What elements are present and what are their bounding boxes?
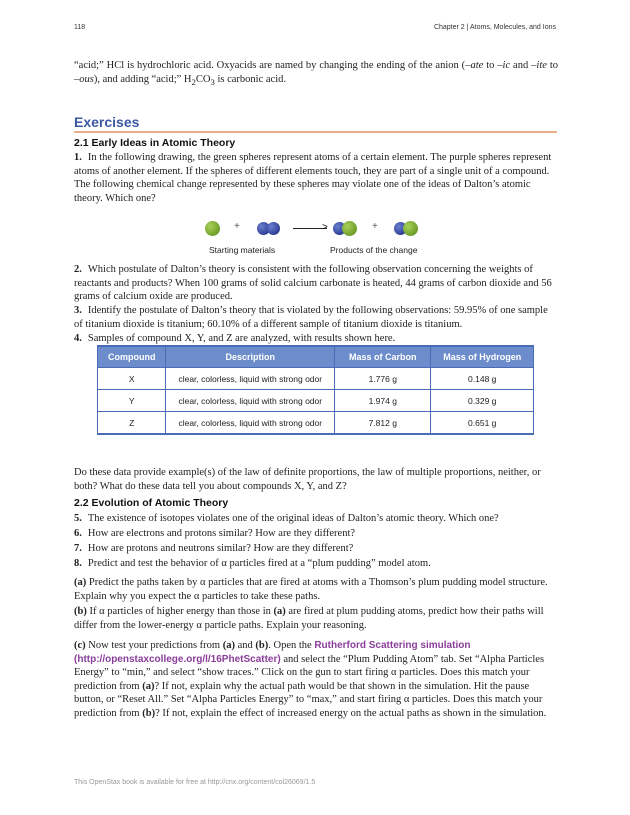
part-label: (c) bbox=[74, 640, 86, 651]
table-cell: Y bbox=[98, 390, 166, 412]
intro-text: CO bbox=[195, 73, 211, 85]
question-number: 8. bbox=[74, 558, 82, 569]
part-label: (b) bbox=[74, 606, 87, 617]
green-sphere-icon bbox=[205, 221, 220, 236]
table-cell: 0.148 g bbox=[431, 368, 534, 390]
exercises-heading: Exercises bbox=[74, 114, 140, 130]
reaction-figure bbox=[205, 220, 430, 244]
column-header: Compound bbox=[98, 346, 166, 368]
question-text: If α particles of higher energy than those in bbox=[86, 606, 274, 617]
suffix-ic: –ic bbox=[497, 60, 511, 71]
caption-starting-materials: Starting materials bbox=[209, 245, 276, 255]
page-header bbox=[74, 24, 556, 36]
question-text: Which postulate of Dalton’s theory is consistent with the following observation concerning the weights of reactants and products? When 100 grams of solid calcium carbonate is heated, 44 grams of carbon dioxide and 56 grams of calcium oxide are produced. bbox=[74, 264, 552, 303]
section-heading-2-2: 2.2 Evolution of Atomic Theory bbox=[74, 497, 229, 509]
table-cell: clear, colorless, liquid with strong odor bbox=[166, 412, 335, 435]
table-row bbox=[98, 412, 534, 435]
question-text: How are electrons and protons similar? How are they different? bbox=[87, 528, 356, 539]
subscript: 2 bbox=[191, 76, 196, 87]
suffix-ite: –ite bbox=[531, 60, 547, 71]
heading-divider bbox=[74, 131, 557, 133]
question-text: Now test your predictions from bbox=[85, 640, 223, 651]
question-text: In the following drawing, the green spheres represent atoms of a certain element. The purple spheres represent atoms of another element. If the spheres of different elements touch, they are part of a single unit of a compound. The following chemical change represented by these spheres may violate one of the ideas of Dalton’s atomic theory. Which one? bbox=[74, 152, 552, 204]
table-cell: clear, colorless, liquid with strong odor bbox=[166, 390, 335, 412]
table-cell: 0.651 g bbox=[431, 412, 534, 435]
question-2 bbox=[74, 263, 558, 304]
question-number: 2. bbox=[74, 264, 82, 275]
purple-sphere-icon bbox=[267, 222, 280, 235]
table-cell: 1.974 g bbox=[335, 390, 431, 412]
green-sphere-icon bbox=[403, 221, 418, 236]
question-4-followup: Do these data provide example(s) of the law of definite proportions, the law of multiple proportions, neither, or both? What do these data tell you about compounds X, Y, and Z? bbox=[74, 467, 541, 492]
intro-text: “acid;” HCl is hydrochloric acid. Oxyacids are named by changing the ending of the anion ( bbox=[74, 60, 466, 71]
table-row bbox=[98, 368, 534, 390]
question-text: ? If not, explain the effect of increased energy on the actual paths as shown in the simulation. bbox=[155, 707, 547, 719]
question-number: 6. bbox=[74, 528, 82, 539]
table-cell: X bbox=[98, 368, 166, 390]
chapter-title: Chapter 2 | Atoms, Molecules, and Ions bbox=[433, 24, 556, 31]
question-number: 7. bbox=[74, 543, 82, 554]
table-header-row bbox=[98, 346, 534, 368]
column-header: Mass of Carbon bbox=[335, 346, 431, 368]
table-cell: Z bbox=[98, 412, 166, 435]
part-reference: (a) bbox=[222, 640, 235, 651]
column-header: Mass of Hydrogen bbox=[431, 346, 534, 368]
suffix-ous: –ous bbox=[74, 73, 94, 85]
intro-text: to bbox=[483, 60, 498, 71]
question-3 bbox=[74, 304, 558, 331]
table-cell: 1.776 g bbox=[335, 368, 431, 390]
part-label: (a) bbox=[74, 577, 87, 588]
table-cell: clear, colorless, liquid with strong odor bbox=[166, 368, 335, 390]
column-header: Description bbox=[166, 346, 335, 368]
question-text: ? If not, explain why the actual path would be that shown in the simulation. Hit the pause button, or “Reset All.” Set “Alpha Particles Energy” to “max,” and start firing α particles. Does this match your prediction from bbox=[74, 680, 543, 719]
intro-paragraph bbox=[74, 59, 558, 89]
caption-products: Products of the change bbox=[330, 245, 418, 255]
table-cell: 7.812 g bbox=[335, 412, 431, 435]
question-4 bbox=[74, 332, 558, 346]
intro-text: is carbonic acid. bbox=[214, 73, 286, 85]
question-6 bbox=[74, 527, 558, 541]
question-8 bbox=[74, 557, 558, 571]
question-8b bbox=[74, 605, 558, 632]
intro-text: ), and adding “acid;” H bbox=[93, 73, 192, 85]
question-1 bbox=[74, 151, 558, 205]
intro-text: and bbox=[510, 60, 532, 71]
part-reference: (a) bbox=[142, 680, 155, 692]
plus-sign: + bbox=[234, 221, 240, 232]
green-sphere-icon bbox=[342, 221, 357, 236]
suffix-ate: –ate bbox=[465, 60, 484, 71]
page-number: 118 bbox=[74, 24, 86, 31]
rutherford-simulation-link[interactable]: Rutherford Scattering simulation (http://openstaxcollege.org/l/16PhetScatter) bbox=[74, 640, 471, 665]
question-text: The existence of isotopes violates one of the original ideas of Dalton’s atomic theory. Which one? bbox=[87, 513, 499, 524]
question-8c bbox=[74, 639, 558, 721]
question-7 bbox=[74, 542, 558, 556]
question-number: 3. bbox=[74, 305, 82, 316]
intro-text: to bbox=[546, 60, 559, 71]
question-text: Predict the paths taken by α particles that are fired at atoms with a Thomson’s plum pudding model structure. Explain why you expect the α particles to take these paths. bbox=[74, 577, 548, 602]
question-text: Samples of compound X, Y, and Z are analyzed, with results shown here. bbox=[87, 333, 396, 344]
question-number: 4. bbox=[74, 333, 82, 344]
question-text: . Open the bbox=[268, 640, 315, 651]
table-row bbox=[98, 390, 534, 412]
page-footer: This OpenStax book is available for free at http://cnx.org/content/col26069/1.5 bbox=[74, 779, 316, 786]
part-reference: (b) bbox=[255, 640, 269, 651]
compound-table bbox=[97, 345, 534, 435]
section-heading-2-1: 2.1 Early Ideas in Atomic Theory bbox=[74, 137, 236, 149]
table-cell: 0.329 g bbox=[431, 390, 534, 412]
question-text: and bbox=[234, 640, 256, 651]
question-text: Predict and test the behavior of α particles fired at a “plum pudding” model atom. bbox=[87, 558, 431, 569]
question-text: Identify the postulate of Dalton’s theory that is violated by the following observations: 59.95% of one sample of titanium dioxide is titanium; 60.10% of a different sample of titanium dioxide is titanium. bbox=[74, 305, 548, 330]
question-text: and select the “Plum Pudding Atom” tab. Set “Alpha Particles Energy” to “min,” and select “show traces.” Click on the gun to start firing α particles. Does this match your prediction from bbox=[74, 653, 545, 692]
question-8a bbox=[74, 576, 558, 603]
plus-sign: + bbox=[372, 221, 378, 232]
question-number: 1. bbox=[74, 152, 82, 163]
subscript: 3 bbox=[210, 76, 215, 87]
arrowhead-icon: > bbox=[322, 222, 328, 233]
question-text: are fired at plum pudding atoms, predict how their paths will differ from the lower-energy α particle paths. Explain your reasoning. bbox=[74, 606, 544, 631]
question-5 bbox=[74, 512, 558, 526]
question-text: How are protons and neutrons similar? How are they different? bbox=[87, 543, 354, 554]
question-number: 5. bbox=[74, 513, 82, 524]
part-reference: (b) bbox=[142, 707, 156, 719]
part-reference: (a) bbox=[273, 606, 286, 617]
